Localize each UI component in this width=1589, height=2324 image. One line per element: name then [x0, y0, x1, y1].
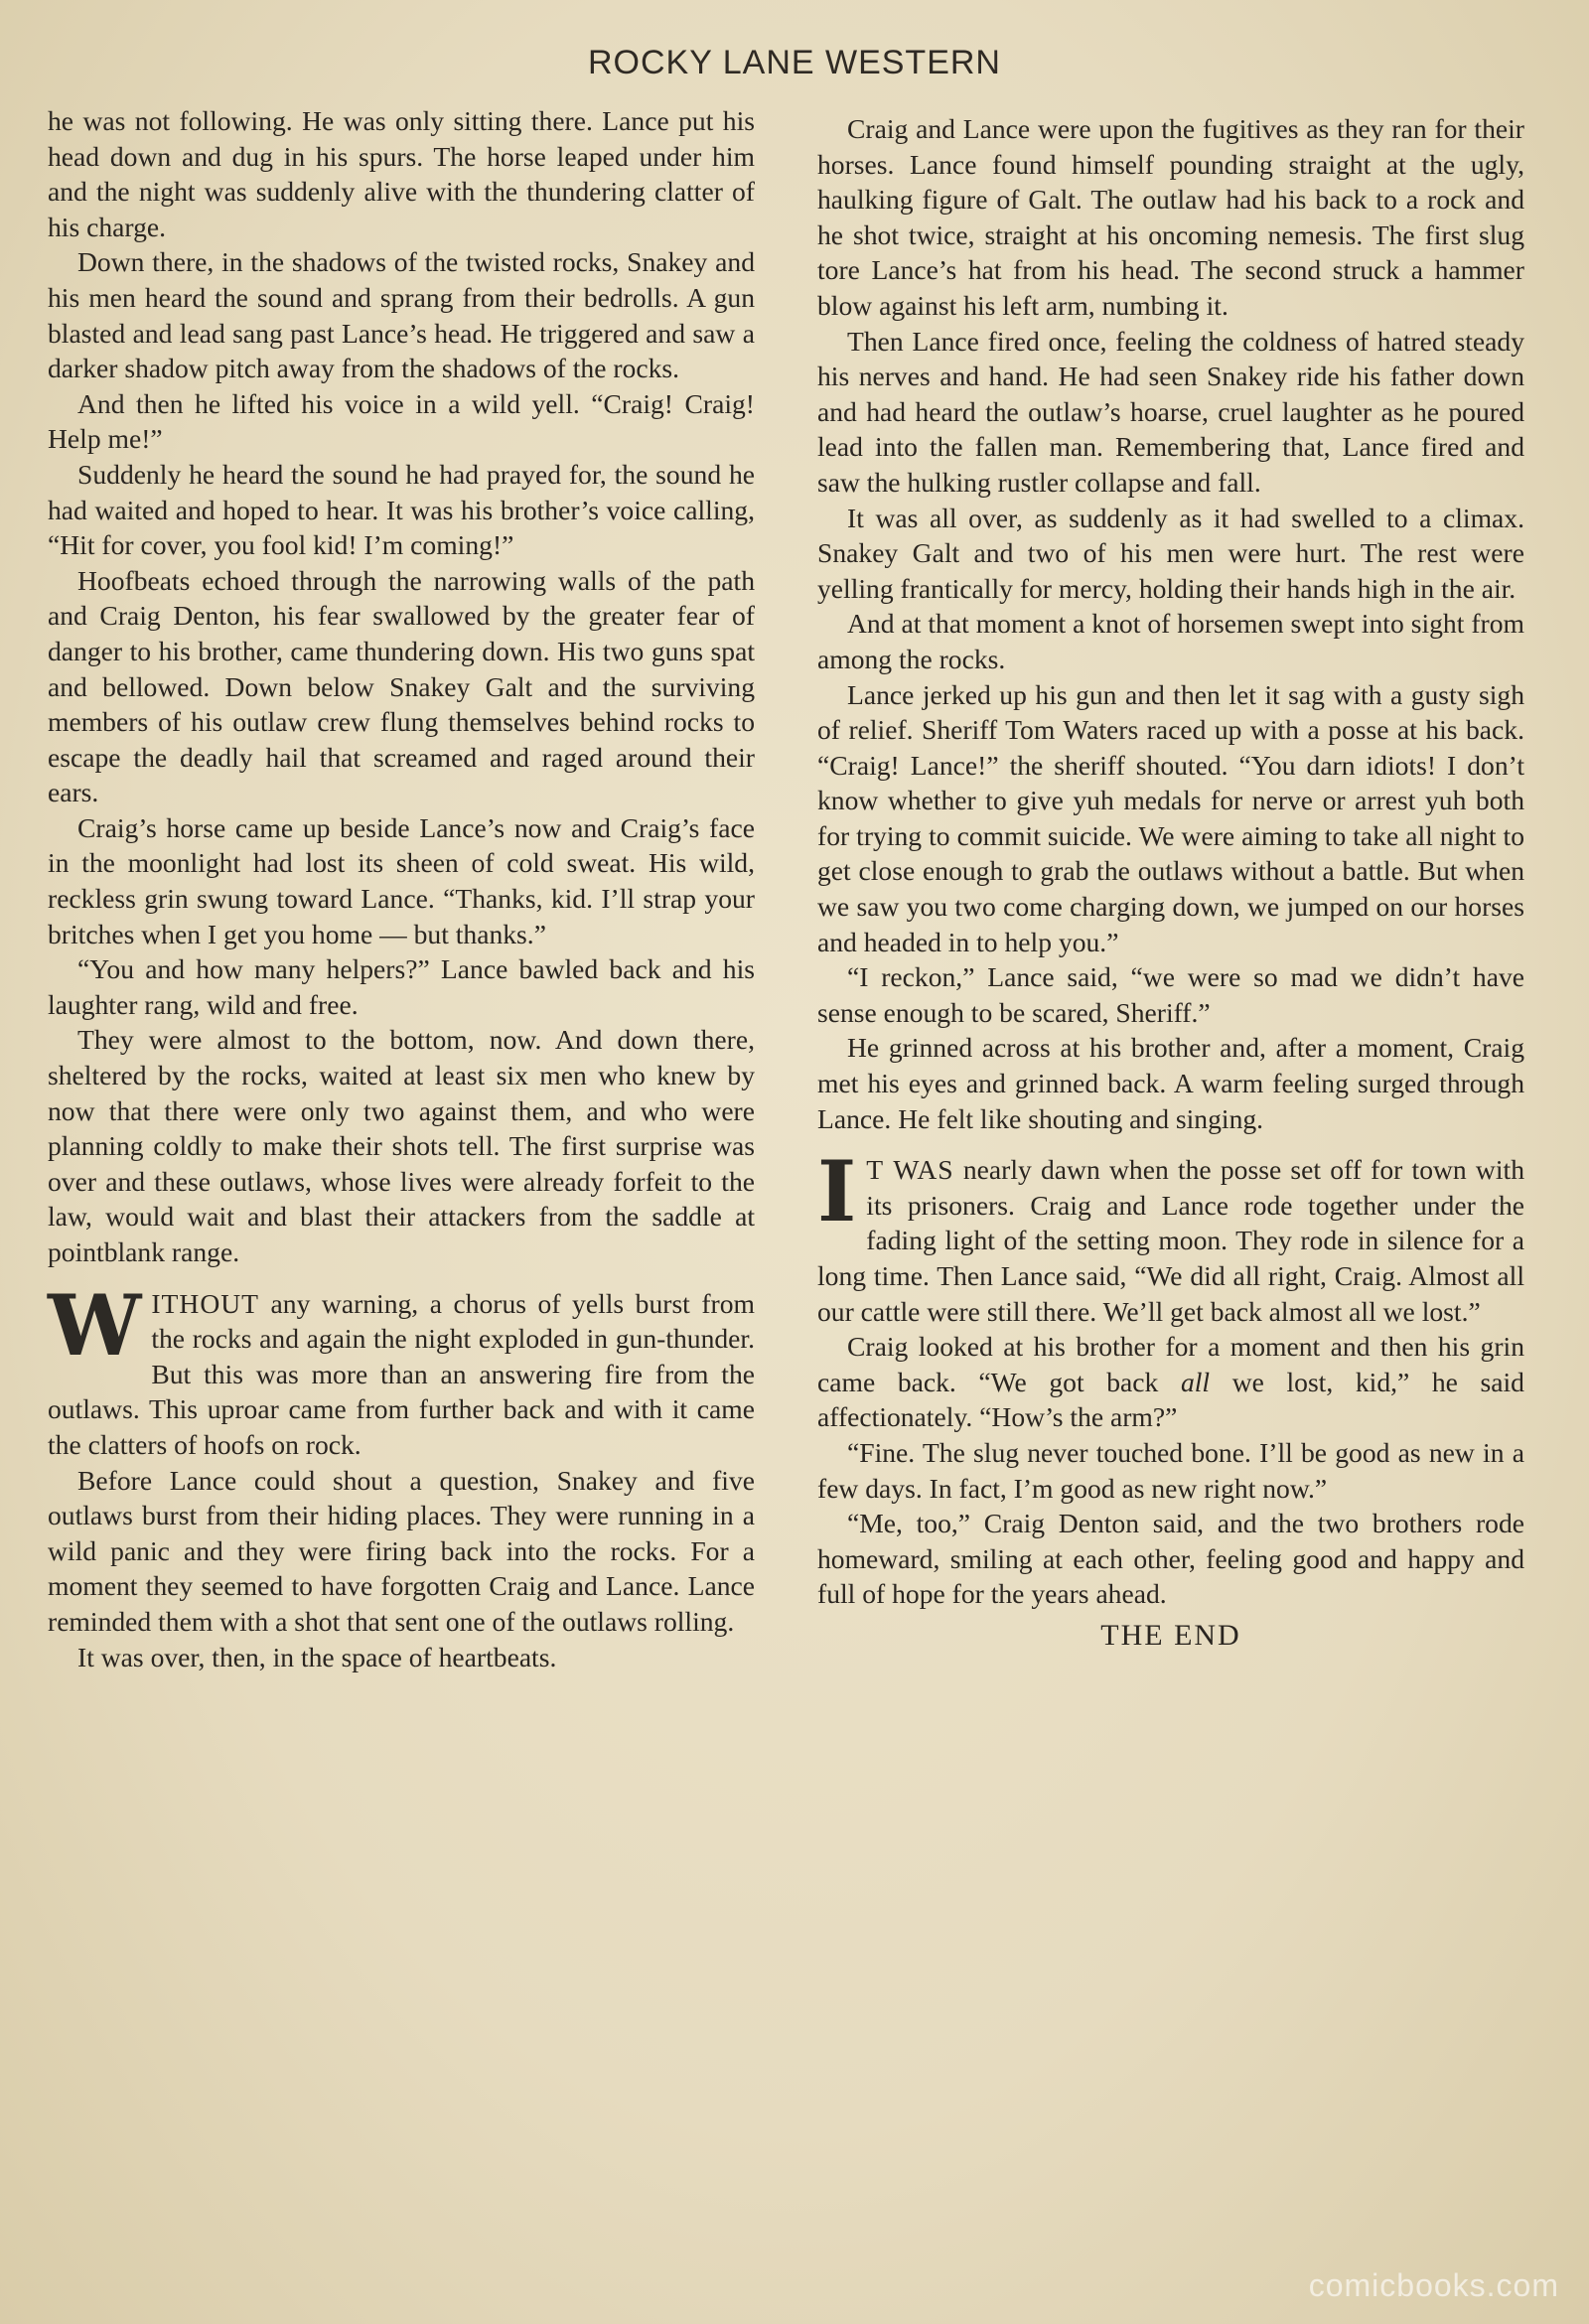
page-header: ROCKY LANE WESTERN [587, 44, 1001, 81]
paragraph: Craig and Lance were upon the fugitives as they ran for their horses. Lance found himself pounding straight at the ugly, haulking figure of Galt. The outlaw had his back to a rock and he shot twice, straight at his oncoming nemesis. The first slug tore Lance’s hat from his head. The second struck a hammer blow against his left arm, numbing it. [817, 113, 1524, 321]
paragraph: And at that moment a knot of horsemen swept into sight from among the rocks. [817, 608, 1524, 674]
drop-cap-letter: W [48, 1275, 142, 1375]
paragraph: And then he lifted his voice in a wild yell. “Craig! Craig! Help me!” [48, 387, 755, 455]
paragraph-text: Craig looked at his brother for a moment and then his grin came back. “We got back [817, 1331, 1524, 1397]
drop-cap-paragraph [817, 1142, 1524, 1329]
drop-cap-letter: I [817, 1142, 857, 1241]
left-column [48, 103, 755, 1674]
paragraph: he was not following. He was only sitting there. Lance put his head down and dug in his spurs. The horse leaped under him and the night was suddenly alive with the thundering clatter of his charge. [48, 105, 755, 242]
right-column [817, 111, 1524, 1654]
paragraph: Hoofbeats echoed through the narrowing walls of the path and Craig Denton, his fear swallowed by the greater fear of danger to his brother, came thundering down. His two guns spat and bellowed. Down below Snakey Galt and the surviving members of his outlaw crew flung themselves behind rocks to escape the deadly hail that screamed and raged around their ears. [48, 564, 755, 808]
paragraph: It was over, then, in the space of heartbeats. [77, 1641, 557, 1672]
paragraph: Lance jerked up his gun and then let it sag with a gusty sigh of relief. Sheriff Tom Waters raced up with a posse at his back. “Craig! Lance!” the sheriff shouted. “You darn idiots! I don’t know whether to give yuh medals for nerve or arrest yuh both for trying to commit suicide. We were aiming to take all night to get close enough to grab the outlaws without a battle. But when we saw you two come charging down, we jumped on our horses and headed in to help you.” [817, 678, 1524, 957]
watermark: comicbooks.com [1308, 2267, 1559, 2303]
emphasis-text: all [1180, 1366, 1211, 1397]
paragraph: Suddenly he heard the sound he had prayed for, the sound he had waited and hoped to hear. It was his brother’s voice calling, “Hit for cover, you fool kid! I’m coming!” [48, 458, 755, 561]
the-end-label: THE END [1100, 1618, 1241, 1652]
paragraph: Before Lance could shout a question, Snakey and five outlaws burst from their hiding places. They were running in a wild panic and they were firing back into the rocks. For a moment they seemed to have forgotten Craig and Lance. Lance reminded them with a shot that sent one of the outlaws rolling. [48, 1464, 755, 1637]
paragraph: “I reckon,” Lance said, “we were so mad we didn’t have sense enough to be scared, Sheriff.” [817, 961, 1524, 1028]
paragraph-text: we lost, kid,” he said affectionately. “How’s the arm?” [817, 1366, 1524, 1433]
paragraph: “Fine. The slug never touched bone. I’ll be good as new in a few days. In fact, I’m good as new right now.” [817, 1436, 1524, 1504]
paragraph: Down there, in the shadows of the twisted rocks, Snakey and his men heard the sound and sprang from their bedrolls. A gun blasted and lead sang past Lance’s head. He triggered and saw a darker shadow pitch away from the shadows of the rocks. [48, 246, 755, 384]
drop-cap-lead: ITHOUT [151, 1287, 260, 1319]
drop-cap-lead: T WAS [866, 1154, 954, 1186]
paragraph: Craig’s horse came up beside Lance’s now and Craig’s face in the moonlight had lost its sheen of cold sweat. His wild, reckless grin swung toward Lance. “Thanks, kid. I’ll strap your britches when I get you home — but thanks.” [48, 811, 755, 949]
drop-cap-text: any warning, a chorus of yells burst from the rocks and again the night exploded in gun-thunder. But this was more than an answering fire from the outlaws. This uproar came from further back and with it came the clatters of hoofs on rock. [48, 1287, 755, 1460]
paragraph: “You and how many helpers?” Lance bawled back and his laughter rang, wild and free. [48, 953, 755, 1020]
paragraph [817, 1329, 1524, 1435]
paragraph: “Me, too,” Craig Denton said, and the two brothers rode homeward, smiling at each other, feeling good and happy and full of hope for the years ahead. [817, 1508, 1524, 1610]
paragraph: Then Lance fired once, feeling the coldness of hatred steady his nerves and hand. He had seen Snakey ride his father down and had heard the outlaw’s hoarse, cruel laughter as he poured lead into the fallen man. Remembering that, Lance fired and saw the hulking rustler collapse and fall. [817, 325, 1524, 498]
drop-cap-paragraph [48, 1275, 755, 1463]
paragraph: They were almost to the bottom, now. And down there, sheltered by the rocks, waited at least six men who knew by now that there were only two against them, and who were planning coldly to make their shots tell. The first surprise was over and these outlaws, whose lives were already forfeit to the law, would wait and blast their attackers from the saddle at pointblank range. [48, 1024, 755, 1267]
paragraph: He grinned across at his brother and, after a moment, Craig met his eyes and grinned back. A warm feeling surged through Lance. He felt like shouting and singing. [817, 1032, 1524, 1134]
drop-cap-text: nearly dawn when the posse set off for town with its prisoners. Craig and Lance rode together under the fading light of the setting moon. They rode in silence for a long time. Then Lance said, “We did all right, Craig. Almost all our cattle were still there. We’ll get back almost all we lost.” [817, 1154, 1524, 1327]
paragraph: It was all over, as suddenly as it had swelled to a climax. Snakey Galt and two of his men were hurt. The rest were yelling frantically for mercy, holding their hands high in the air. [817, 502, 1524, 604]
